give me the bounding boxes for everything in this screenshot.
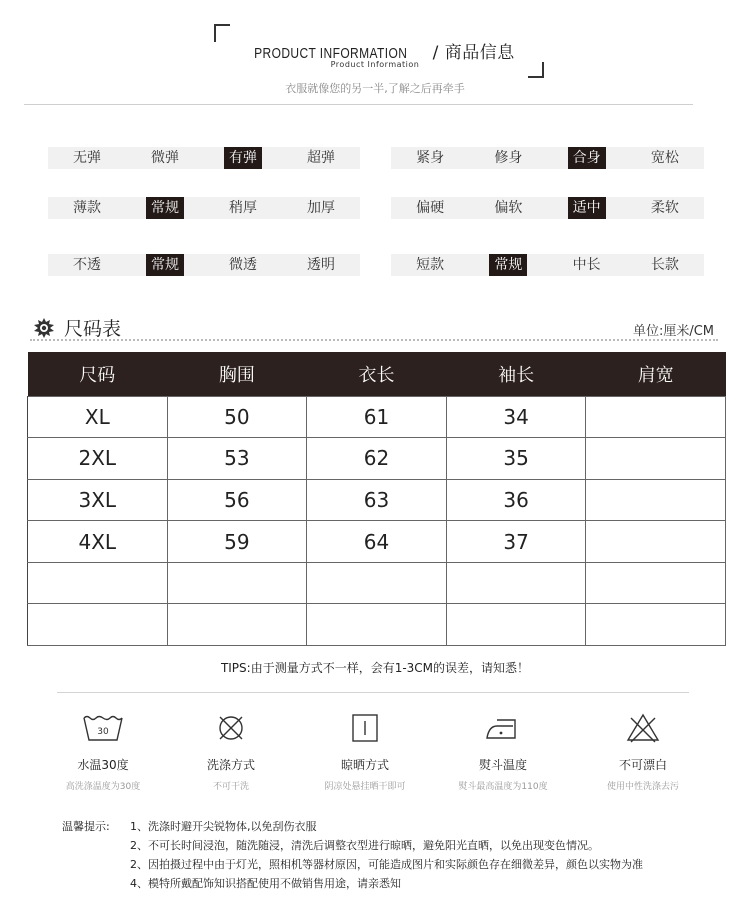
table-row bbox=[28, 604, 726, 646]
attr-row-transparency bbox=[48, 254, 360, 276]
attr-row-thickness bbox=[48, 197, 360, 219]
note-item: 2、不可长时间浸泡，随洗随浸，清洗后调整衣型进行晾晒，避免阳光直晒，以免出现变色情况。 bbox=[130, 839, 599, 852]
title-separator: / bbox=[426, 43, 445, 63]
table-cell bbox=[307, 604, 447, 646]
table-cell bbox=[28, 562, 168, 604]
gear-icon bbox=[34, 318, 54, 338]
table-cell bbox=[28, 604, 168, 646]
table-row bbox=[28, 479, 726, 521]
subtitle-en: Product Information bbox=[330, 60, 420, 69]
col-header: 胸围 bbox=[167, 352, 307, 396]
attr-option: 超弹 bbox=[307, 150, 335, 166]
attr-option: 短款 bbox=[416, 257, 445, 273]
care-subtitle: 高洗涤温度为30度 bbox=[65, 782, 141, 792]
table-cell: 37 bbox=[446, 521, 586, 563]
attr-option: 薄款 bbox=[73, 200, 101, 216]
notes-label: 温馨提示: bbox=[62, 820, 110, 833]
attr-row-elasticity bbox=[48, 147, 360, 169]
care-item-bleach bbox=[578, 712, 708, 792]
table-cell: 63 bbox=[307, 479, 447, 521]
attr-option: 偏硬 bbox=[416, 200, 445, 216]
title-en: PRODUCT INFORMATION bbox=[254, 45, 408, 62]
table-row bbox=[28, 562, 726, 604]
header-divider bbox=[24, 104, 693, 105]
no-dryer-icon bbox=[214, 712, 248, 744]
table-cell: 62 bbox=[307, 438, 447, 480]
no-bleach-icon bbox=[625, 712, 661, 744]
col-header: 尺码 bbox=[28, 352, 168, 396]
table-cell bbox=[586, 521, 726, 563]
table-cell bbox=[167, 604, 307, 646]
attr-option: 微弹 bbox=[151, 150, 179, 166]
attr-option: 长款 bbox=[650, 257, 679, 273]
dotted-divider bbox=[30, 339, 718, 341]
note-item: 2、因拍摄过程中由于灯光，照相机等器材原因，可能造成图片和实际颜色存在细微差异，颜色以实物为准 bbox=[130, 858, 643, 871]
attr-option-selected: 有弹 bbox=[224, 147, 262, 169]
attr-option: 偏软 bbox=[494, 200, 523, 216]
care-title: 熨斗温度 bbox=[478, 758, 527, 772]
table-cell: 50 bbox=[167, 396, 307, 438]
attr-option: 不透 bbox=[73, 257, 101, 273]
table-row bbox=[28, 438, 726, 480]
care-title: 晾晒方式 bbox=[340, 758, 389, 772]
attr-row-length bbox=[391, 254, 704, 276]
attr-option: 修身 bbox=[494, 150, 523, 166]
care-title: 水温30度 bbox=[77, 758, 129, 772]
attr-option: 微透 bbox=[229, 257, 257, 273]
attr-option: 柔软 bbox=[650, 200, 679, 216]
attr-option: 透明 bbox=[307, 257, 335, 273]
attr-row-softness bbox=[391, 197, 704, 219]
attr-option: 宽松 bbox=[650, 150, 679, 166]
care-item-iron bbox=[438, 712, 568, 792]
table-cell bbox=[446, 604, 586, 646]
care-subtitle: 使用中性洗涤去污 bbox=[606, 782, 679, 792]
table-cell: 2XL bbox=[28, 438, 168, 480]
tips-text: TIPS:由于测量方式不一样，会有1-3CM的误差，请知悉！ bbox=[220, 661, 530, 675]
table-row bbox=[28, 521, 726, 563]
table-cell: 56 bbox=[167, 479, 307, 521]
attr-option: 加厚 bbox=[307, 200, 335, 216]
attr-option: 无弹 bbox=[73, 150, 101, 166]
table-cell bbox=[586, 562, 726, 604]
table-cell bbox=[307, 562, 447, 604]
size-chart-title: 尺码表 bbox=[64, 318, 122, 340]
table-cell: 3XL bbox=[28, 479, 168, 521]
note-item: 1、洗涤时避开尖锐物体,以免刮伤衣服 bbox=[130, 820, 317, 833]
table-cell: 61 bbox=[307, 396, 447, 438]
col-header: 袖长 bbox=[446, 352, 586, 396]
col-header: 衣长 bbox=[307, 352, 447, 396]
size-chart-unit: 单位:厘米/CM bbox=[632, 324, 714, 339]
table-cell bbox=[586, 396, 726, 438]
table-cell: 59 bbox=[167, 521, 307, 563]
table-header-row bbox=[28, 352, 726, 396]
attr-option-selected: 适中 bbox=[568, 197, 606, 219]
attr-option-selected: 合身 bbox=[568, 147, 606, 169]
slogan: 衣服就像您的另一半,了解之后再牵手 bbox=[285, 82, 465, 95]
care-item-method bbox=[166, 712, 296, 792]
care-title: 不可漂白 bbox=[618, 758, 667, 772]
attr-option: 紧身 bbox=[416, 150, 445, 166]
table-cell bbox=[586, 479, 726, 521]
attr-option-selected: 常规 bbox=[146, 254, 184, 276]
care-subtitle: 不可干洗 bbox=[212, 782, 249, 792]
tips-divider bbox=[57, 692, 689, 693]
attr-option-selected: 常规 bbox=[489, 254, 527, 276]
table-cell bbox=[446, 562, 586, 604]
table-cell bbox=[586, 604, 726, 646]
table-row bbox=[28, 396, 726, 438]
wash-temp-label: 30 bbox=[97, 727, 109, 737]
table-cell: 53 bbox=[167, 438, 307, 480]
size-table bbox=[27, 352, 726, 646]
table-cell: 4XL bbox=[28, 521, 168, 563]
attr-row-fit bbox=[391, 147, 704, 169]
table-cell: XL bbox=[28, 396, 168, 438]
care-subtitle: 阴凉处悬挂晒干即可 bbox=[324, 782, 406, 792]
note-item: 4、模特所戴配饰知识搭配使用不做销售用途，请亲悉知 bbox=[130, 877, 401, 890]
table-cell: 64 bbox=[307, 521, 447, 563]
care-item-dry bbox=[300, 712, 430, 792]
table-cell: 34 bbox=[446, 396, 586, 438]
table-cell bbox=[167, 562, 307, 604]
iron-icon bbox=[483, 712, 523, 744]
care-title: 洗涤方式 bbox=[206, 758, 255, 772]
hang-dry-icon bbox=[350, 712, 380, 744]
attr-option-selected: 常规 bbox=[146, 197, 184, 219]
attr-option: 中长 bbox=[572, 257, 601, 273]
care-item-wash bbox=[38, 712, 168, 792]
col-header: 肩宽 bbox=[586, 352, 726, 396]
attr-option: 稍厚 bbox=[229, 200, 257, 216]
table-cell: 35 bbox=[446, 438, 586, 480]
care-subtitle: 熨斗最高温度为110度 bbox=[458, 782, 548, 792]
wash-30-icon bbox=[81, 712, 125, 744]
table-cell: 36 bbox=[446, 479, 586, 521]
table-cell bbox=[586, 438, 726, 480]
title-zh: 商品信息 bbox=[444, 43, 515, 63]
